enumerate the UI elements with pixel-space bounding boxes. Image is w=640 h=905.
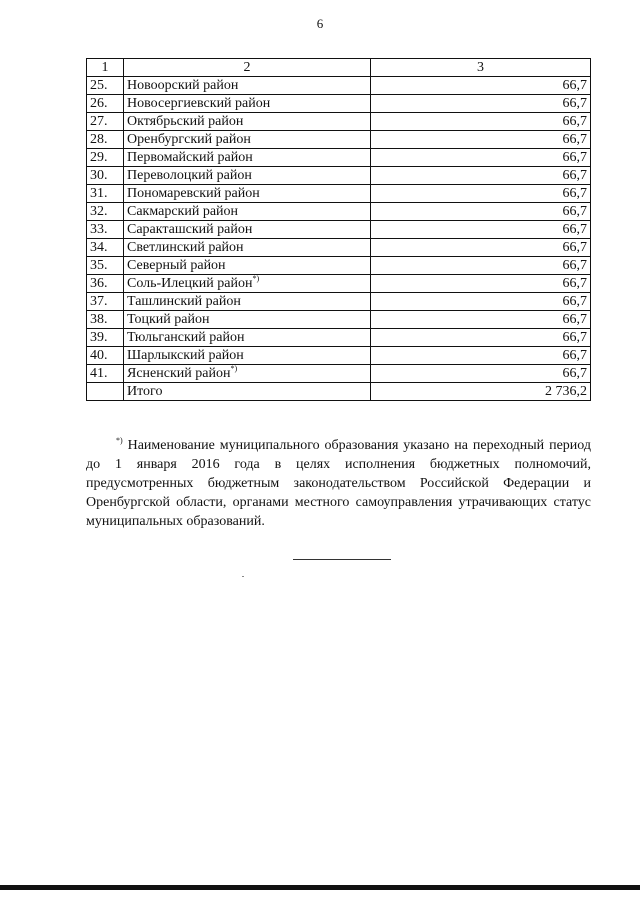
row-number: 41. (87, 365, 124, 383)
row-value: 66,7 (371, 257, 591, 275)
row-number: 36. (87, 275, 124, 293)
table-row (87, 275, 591, 293)
table-header-row (87, 59, 591, 77)
row-district-cell (124, 167, 371, 185)
row-number: 35. (87, 257, 124, 275)
row-value: 66,7 (371, 239, 591, 257)
table-row (87, 221, 591, 239)
footnote-reference: *) (230, 364, 238, 373)
total-value: 2 736,2 (371, 383, 591, 401)
row-number: 31. (87, 185, 124, 203)
table-row (87, 365, 591, 383)
row-district-name: Переволоцкий район (127, 168, 252, 183)
row-district-name: Ясненский район (127, 366, 231, 381)
page-number: 6 (316, 16, 324, 31)
row-value: 66,7 (371, 275, 591, 293)
row-number: 32. (87, 203, 124, 221)
row-number: 27. (87, 113, 124, 131)
row-value: 66,7 (371, 167, 591, 185)
header-col-2: 2 (124, 59, 371, 77)
row-district-cell (124, 77, 371, 95)
row-district-cell (124, 131, 371, 149)
table-row (87, 203, 591, 221)
row-district-cell (124, 95, 371, 113)
row-number: 25. (87, 77, 124, 95)
total-row (87, 383, 591, 401)
row-value: 66,7 (371, 311, 591, 329)
row-district-name: Октябрьский район (127, 114, 244, 129)
total-label: Итого (124, 383, 371, 401)
table-row (87, 131, 591, 149)
row-value: 66,7 (371, 185, 591, 203)
table-row (87, 257, 591, 275)
row-number: 26. (87, 95, 124, 113)
header-col-1: 1 (87, 59, 124, 77)
row-district-name: Тоцкий район (127, 312, 210, 327)
row-district-name: Первомайский район (127, 150, 253, 165)
row-district-cell (124, 311, 371, 329)
row-value: 66,7 (371, 329, 591, 347)
row-value: 66,7 (371, 95, 591, 113)
row-district-name: Соль-Илецкий район (127, 276, 253, 291)
row-district-name: Оренбургский район (127, 132, 251, 147)
row-district-cell (124, 239, 371, 257)
footnote-mark: *) (116, 436, 123, 445)
row-number: 39. (87, 329, 124, 347)
separator-line (293, 559, 391, 560)
footnote (86, 436, 591, 531)
row-value: 66,7 (371, 203, 591, 221)
table-row (87, 167, 591, 185)
row-number: 34. (87, 239, 124, 257)
row-number: 28. (87, 131, 124, 149)
row-number: 30. (87, 167, 124, 185)
row-district-name: Тюльганский район (127, 330, 245, 345)
row-district-name: Пономаревский район (127, 186, 260, 201)
row-number: 40. (87, 347, 124, 365)
row-district-cell (124, 347, 371, 365)
row-value: 66,7 (371, 131, 591, 149)
row-district-name: Северный район (127, 258, 226, 273)
table-row (87, 293, 591, 311)
header-col-3: 3 (371, 59, 591, 77)
table-row (87, 311, 591, 329)
row-district-name: Светлинский район (127, 240, 244, 255)
row-value: 66,7 (371, 149, 591, 167)
row-value: 66,7 (371, 347, 591, 365)
table-row (87, 77, 591, 95)
row-district-name: Новосергиевский район (127, 96, 271, 111)
table-row (87, 347, 591, 365)
row-district-name: Сакмарский район (127, 204, 239, 219)
row-number: 37. (87, 293, 124, 311)
row-district-cell (124, 329, 371, 347)
scan-dot (242, 576, 244, 577)
row-value: 66,7 (371, 77, 591, 95)
table-row (87, 329, 591, 347)
table-row (87, 95, 591, 113)
row-district-name: Ташлинский район (127, 294, 241, 309)
row-value: 66,7 (371, 221, 591, 239)
row-district-name: Шарлыкский район (127, 348, 244, 363)
row-district-name: Саракташский район (127, 222, 253, 237)
budget-table (86, 58, 591, 401)
row-district-name: Новоорский район (127, 78, 239, 93)
row-number: 29. (87, 149, 124, 167)
row-number: 33. (87, 221, 124, 239)
row-value: 66,7 (371, 365, 591, 383)
table-row (87, 113, 591, 131)
footnote-text: Наименование муниципального образования указано на переходный период до 1 января 2016 года в целях исполнения бюджетных полномочий, предусмотренных бюджетным законодательством Российской Федерации и Оренбургской области, органами местного самоуправления утрачивающих статус муниципальных образований. (86, 438, 592, 529)
bottom-scan-edge (0, 885, 640, 890)
table-row (87, 149, 591, 167)
row-district-cell (124, 149, 371, 167)
total-number-cell (87, 383, 124, 401)
row-district-cell (124, 203, 371, 221)
row-district-cell (124, 221, 371, 239)
row-value: 66,7 (371, 293, 591, 311)
row-district-cell (124, 275, 371, 293)
row-number: 38. (87, 311, 124, 329)
row-district-cell (124, 185, 371, 203)
row-district-cell (124, 113, 371, 131)
table-row (87, 239, 591, 257)
footnote-reference: *) (252, 274, 260, 283)
row-district-cell (124, 293, 371, 311)
row-district-cell (124, 365, 371, 383)
row-district-cell (124, 257, 371, 275)
table-row (87, 185, 591, 203)
row-value: 66,7 (371, 113, 591, 131)
